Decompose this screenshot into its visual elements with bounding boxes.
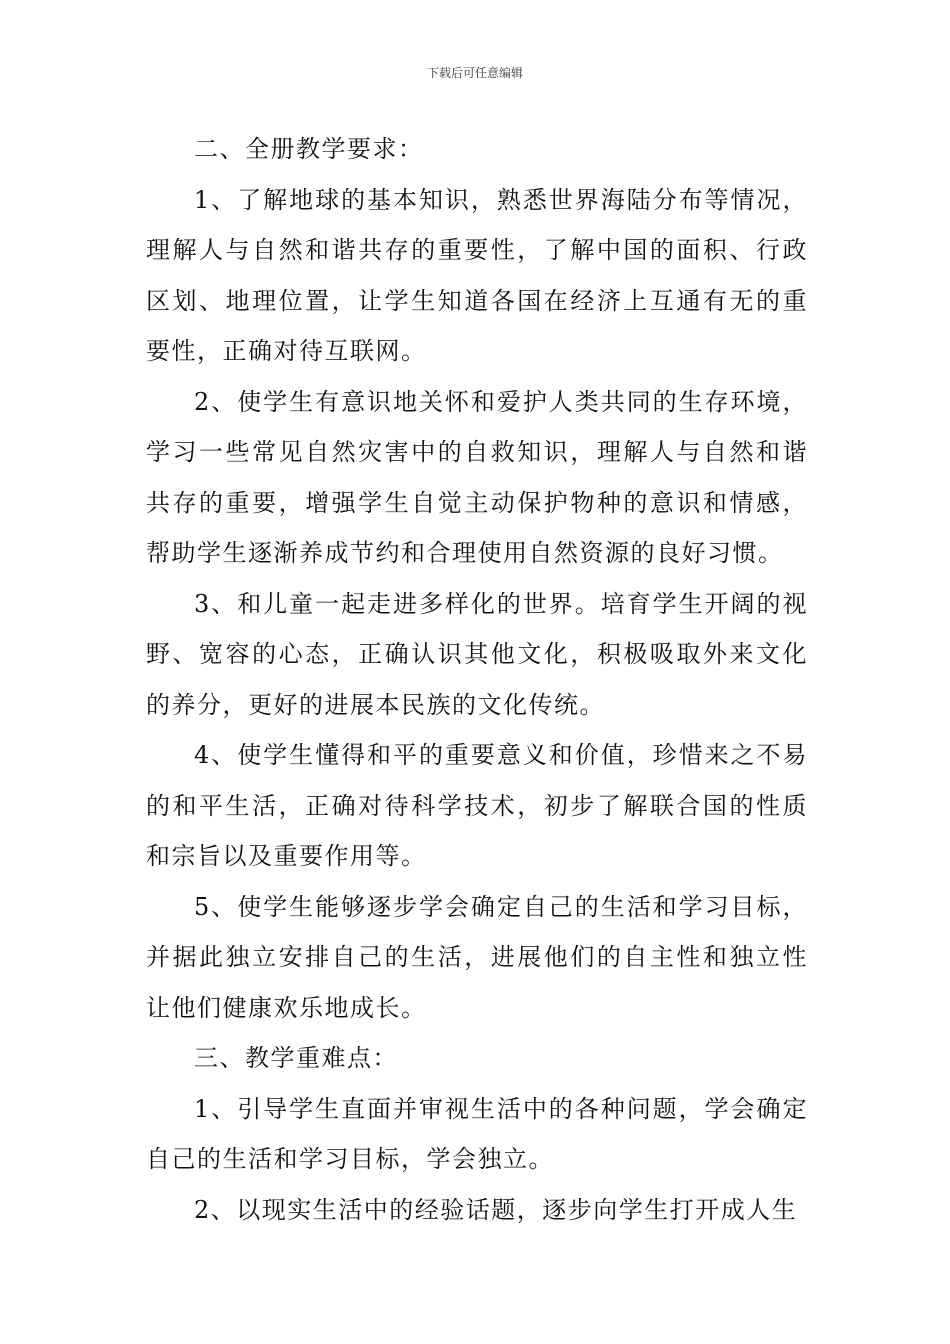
paragraph-requirement-3: 3、和儿童一起走进多样化的世界。培育学生开阔的视野、宽容的心态，正确认识其他文化，积极吸取外来文化的养分，更好的进展本民族的文化传统。 [146,589,808,719]
paragraph-key-point-1: 1、引导学生直面并审视生活中的各种问题，学会确定自己的生活和学习目标，学会独立。 [146,1094,808,1173]
paragraph-requirement-1: 1、了解地球的基本知识，熟悉世界海陆分布等情况，理解人与自然和谐共存的重要性，了解中国的面积、行政区划、地理位置，让学生知道各国在经济上互通有无的重要性，正确对待互联网。 [146,185,808,365]
section-heading-key-points: 三、教学重难点： [194,1044,398,1072]
paragraph-requirement-4: 4、使学生懂得和平的重要意义和价值，珍惜来之不易的和平生活，正确对待科学技术，初步了解联合国的性质和宗旨以及重要作用等。 [146,741,808,870]
paragraph-requirement-2: 2、使学生有意识地关怀和爱护人类共同的生存环境，学习一些常见自然灾害中的自救知识，理解人与自然和谐共存的重要，增强学生自觉主动保护物种的意识和情感，帮助学生逐渐养成节约和合理使用自然资源的良好习惯。 [146,387,808,567]
paragraph-requirement-5: 5、使学生能够逐步学会确定自己的生活和学习目标，并据此独立安排自己的生活，进展他们的自主性和独立性让他们健康欢乐地成长。 [146,892,808,1022]
paragraph-key-point-2: 2、以现实生活中的经验话题，逐步向学生打开成人生 [194,1195,798,1224]
section-heading-requirements: 二、全册教学要求： [194,135,424,163]
page-header: 下载后可任意编辑 [426,66,523,80]
document-body [146,124,808,1235]
